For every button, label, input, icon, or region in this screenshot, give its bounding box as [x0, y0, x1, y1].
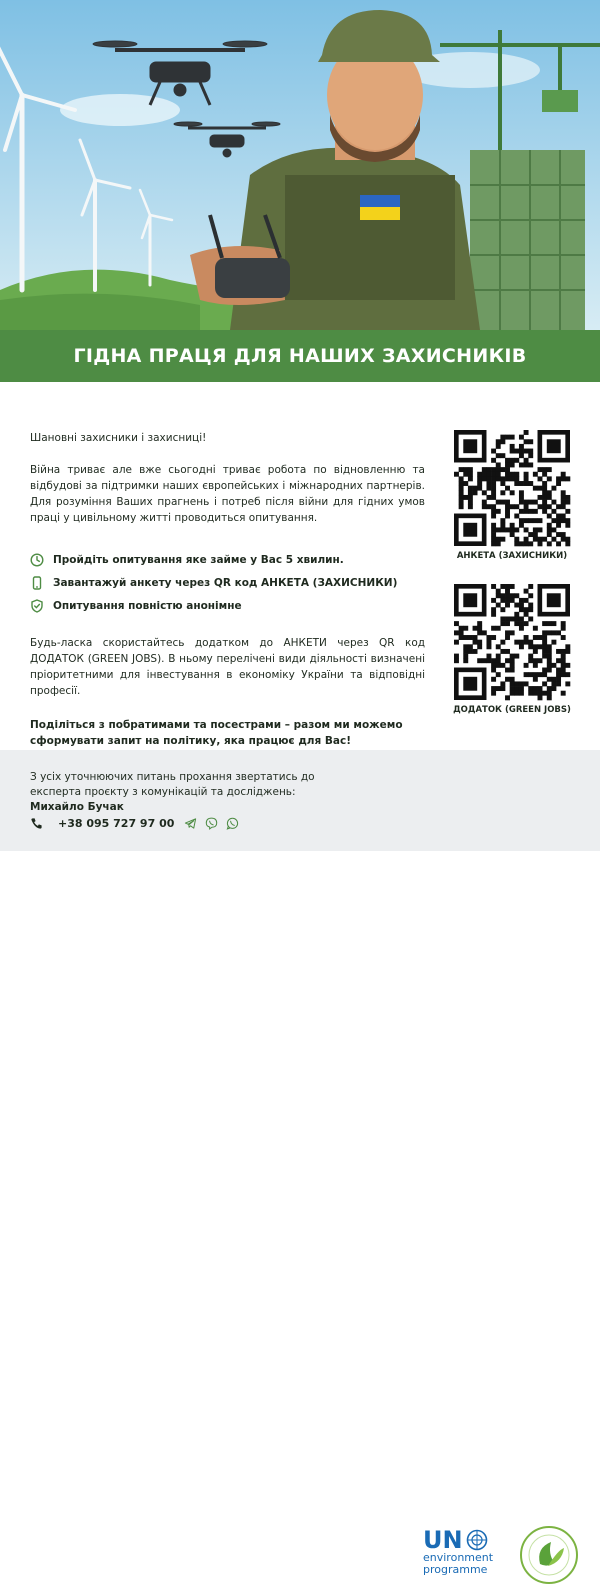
closing-paragraph: Поділіться з побратимами та посестрами – разом ми можемо сформувати запит на політику, яка працює для Вас!	[30, 719, 403, 747]
unep-line2: programme	[423, 1563, 488, 1576]
qr-caption: АНКЕТА (ЗАХИСНИКИ)	[456, 551, 568, 561]
crane-load	[542, 90, 578, 112]
un-emblem-icon	[466, 1529, 488, 1551]
shield-icon	[30, 599, 44, 613]
clock-icon	[30, 553, 44, 567]
main-content	[30, 430, 425, 749]
hero-scene	[0, 0, 600, 330]
phone-call-icon	[30, 817, 43, 830]
whatsapp-icon[interactable]	[226, 817, 239, 830]
drone-controller	[215, 258, 290, 298]
hero-illustration	[0, 0, 600, 330]
contact-name: Михайло Бучак	[30, 801, 124, 813]
checklist-text: Опитування повністю анонімне	[53, 599, 242, 612]
phone-number[interactable]: +38 095 727 97 00	[58, 817, 175, 830]
qr-code[interactable]	[454, 584, 570, 700]
unep-un	[423, 1528, 503, 1552]
checklist-item	[30, 548, 425, 571]
checklist-text: Пройдіть опитування яке займе у Вас 5 хвилин.	[53, 553, 344, 566]
title-banner	[0, 330, 600, 382]
ngo-living-planet-logo	[518, 1524, 580, 1586]
telegram-icon[interactable]	[184, 817, 197, 830]
contact-row	[30, 817, 247, 830]
intro-paragraph: Війна триває але вже сьогодні триває робота по відновленню та відбудові за підтримки наших європейських і міжнародних партнерів. Для розуміння Ваших прагнень і потреб після війни для гідних умов праці у цивільному житті проводиться опитування.	[30, 464, 425, 524]
phone-icon	[30, 576, 44, 590]
page-title: ГІДНА ПРАЦЯ ДЛЯ НАШИХ ЗАХИСНИКІВ	[73, 345, 527, 367]
qr-green-jobs[interactable]	[452, 584, 572, 715]
qr-survey[interactable]	[452, 430, 572, 561]
footer	[0, 750, 600, 1576]
greeting: Шановні захисники і захисниці!	[30, 432, 207, 444]
viber-icon[interactable]	[205, 817, 218, 830]
unep-line1: environment	[423, 1551, 494, 1564]
qr-code[interactable]	[454, 430, 570, 546]
checklist-text: Завантажуй анкету через QR код АНКЕТА (ЗАХИСНИКИ)	[53, 576, 398, 589]
checklist	[30, 548, 425, 617]
unep-logo	[423, 1528, 503, 1576]
checklist-item	[30, 594, 425, 617]
building-under-construction	[470, 150, 585, 330]
checklist-item	[30, 571, 425, 594]
contact-text: З усіх уточнюючих питань прохання звертатись до експерта проєкту з комунікацій та досліджень:	[30, 771, 315, 798]
addon-paragraph: Будь-ласка скористайтесь додатком до АНКЕТИ через QR код ДОДАТОК (GREEN JOBS). В ньому перелічені види діяльності визначені пріоритетними для інвестування в економіку України та відповідні професії.	[30, 637, 425, 697]
qr-caption: ДОДАТОК (GREEN JOBS)	[453, 705, 571, 715]
unep-un-text: UN	[423, 1526, 463, 1554]
